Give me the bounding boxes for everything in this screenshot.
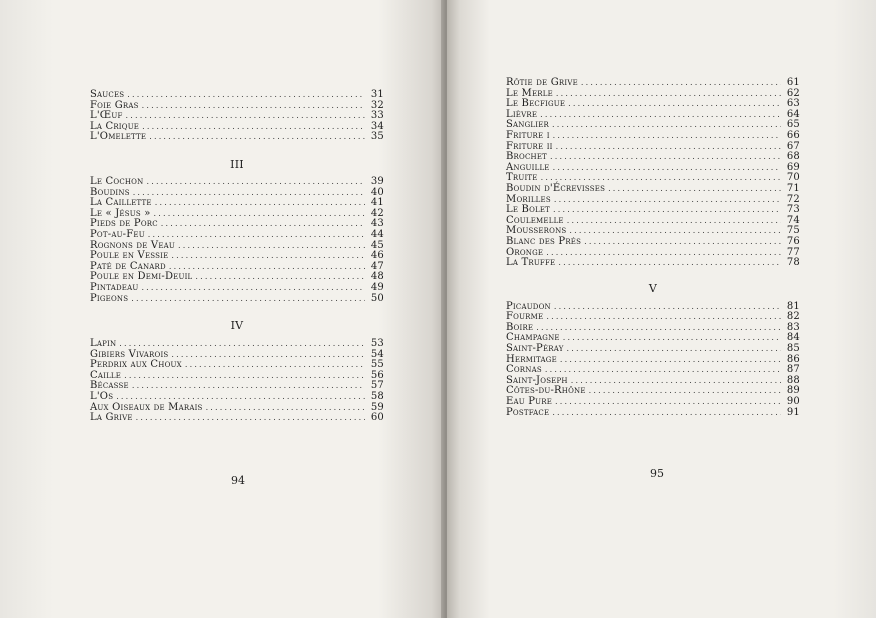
dot-leader (556, 89, 781, 100)
toc-entry-title: Le Cochon (90, 175, 144, 187)
toc-entry-page-number: 83 (786, 321, 800, 333)
toc-entry-page-number: 35 (370, 131, 384, 143)
dot-leader (560, 355, 781, 366)
toc-entry-page-number: 47 (370, 260, 384, 272)
dot-leader (584, 237, 781, 248)
toc-entry-page-number: 91 (786, 406, 800, 418)
toc-entry-page-number: 65 (786, 119, 800, 131)
toc-entry (90, 230, 384, 241)
section-heading-v: V (648, 281, 658, 295)
dot-leader (142, 101, 365, 112)
toc-entry-page-number: 43 (370, 218, 384, 230)
dot-leader (142, 122, 365, 133)
toc-entry-page-number: 66 (786, 129, 800, 141)
toc-entry-title: Eau Pure (506, 396, 553, 408)
toc-entry (506, 78, 800, 89)
section-heading-iv: IV (230, 319, 244, 333)
toc-entry-title: Champagne (506, 332, 560, 344)
toc-entry-title: Anguille (506, 161, 550, 173)
toc-entry (506, 355, 800, 366)
toc-entry-page-number: 72 (786, 193, 800, 205)
toc-entry-page-number: 49 (370, 281, 384, 293)
dot-leader (536, 323, 781, 334)
toc-entry (506, 120, 800, 131)
toc-entry (90, 403, 384, 414)
toc-entry-title: Lièvre (506, 108, 538, 120)
toc-entry-title: Friture ii (506, 140, 553, 152)
toc-entry-title: Le Becfigue (506, 98, 566, 110)
dot-leader (589, 386, 781, 397)
toc-entry-title: Le Merle (506, 87, 553, 99)
dot-leader (545, 365, 781, 376)
dot-leader (185, 360, 365, 371)
toc-entry-title: Saint-Péray (506, 343, 564, 355)
page-number-right: 95 (650, 467, 664, 480)
dot-leader (553, 163, 781, 174)
dot-leader (133, 188, 365, 199)
toc-entry-page-number: 42 (370, 207, 384, 219)
toc-entry-page-number: 32 (370, 99, 384, 111)
right-section-v (506, 302, 800, 419)
toc-entry-page-number: 34 (370, 120, 384, 132)
toc-entry (90, 283, 384, 294)
toc-entry (506, 163, 800, 174)
toc-entry-page-number: 61 (786, 77, 800, 88)
toc-entry-page-number: 33 (370, 110, 384, 122)
toc-entry-title: Pigeons (90, 292, 129, 304)
toc-entry (506, 408, 800, 419)
dot-leader (206, 403, 365, 414)
toc-entry (90, 177, 384, 188)
toc-entry-page-number: 68 (786, 151, 800, 163)
dot-leader (171, 350, 365, 361)
dot-leader (554, 195, 781, 206)
toc-entry-title: Friture i (506, 129, 550, 141)
toc-entry-title: Oronge (506, 246, 544, 258)
toc-entry-page-number: 44 (370, 228, 384, 240)
section-heading-iii: III (230, 157, 244, 171)
left-section-iv (90, 339, 384, 424)
dot-leader (146, 177, 365, 188)
dot-leader (131, 294, 365, 305)
toc-entry-title: Boire (506, 321, 534, 333)
toc-entry-page-number: 31 (370, 89, 384, 100)
toc-entry-page-number: 75 (786, 225, 800, 237)
toc-entry-title: Caille (90, 369, 122, 381)
toc-entry-page-number: 69 (786, 161, 800, 173)
toc-entry (506, 237, 800, 248)
dot-leader (148, 230, 365, 241)
toc-entry-page-number: 89 (786, 385, 800, 397)
toc-entry (506, 99, 800, 110)
right-page (447, 0, 876, 618)
toc-entry-page-number: 53 (370, 338, 384, 350)
toc-entry-page-number: 50 (370, 292, 384, 304)
toc-entry (90, 360, 384, 371)
toc-entry (90, 90, 384, 101)
dot-leader (141, 283, 365, 294)
toc-entry-page-number: 78 (786, 257, 800, 269)
toc-entry-title: La Crique (90, 120, 140, 132)
toc-entry-title: Pot-au-Feu (90, 228, 145, 240)
toc-entry (90, 132, 384, 143)
dot-leader (546, 312, 781, 323)
dot-leader (126, 111, 365, 122)
dot-leader (155, 198, 365, 209)
toc-entry-title: Truite (506, 172, 538, 184)
toc-entry (90, 381, 384, 392)
dot-leader (195, 272, 365, 283)
right-section-a (506, 78, 800, 269)
toc-entry-page-number: 88 (786, 374, 800, 386)
toc-entry-title: Foie Gras (90, 99, 139, 111)
toc-entry (506, 142, 800, 153)
toc-entry-page-number: 82 (786, 311, 800, 323)
toc-entry-title: Coulemelle (506, 214, 564, 226)
toc-entry-page-number: 56 (370, 369, 384, 381)
toc-entry-page-number: 46 (370, 250, 384, 262)
toc-entry-title: Cornas (506, 364, 542, 376)
dot-leader (569, 226, 781, 237)
toc-entry (506, 152, 800, 163)
toc-entry (506, 131, 800, 142)
toc-entry (506, 258, 800, 269)
toc-entry-page-number: 39 (370, 175, 384, 187)
toc-entry-title: Lapin (90, 338, 117, 350)
toc-entry-title: Rôtie de Grive (506, 77, 578, 88)
page-number-left: 94 (231, 474, 245, 487)
dot-leader (154, 209, 365, 220)
toc-entry-title: Le Bolet (506, 204, 551, 216)
toc-entry-page-number: 48 (370, 271, 384, 283)
dot-leader (563, 333, 781, 344)
toc-entry-title: Picaudon (506, 300, 551, 312)
toc-entry-title: La Truffe (506, 257, 556, 269)
toc-entry-title: Le « Jésus » (90, 207, 151, 219)
toc-entry-page-number: 41 (370, 197, 384, 209)
toc-entry-page-number: 84 (786, 332, 800, 344)
toc-entry (90, 413, 384, 424)
dot-leader (568, 99, 781, 110)
toc-entry-title: Saint-Joseph (506, 374, 568, 386)
toc-entry-title: Rognons de Veau (90, 239, 176, 251)
dot-leader (132, 381, 365, 392)
toc-entry-page-number: 57 (370, 380, 384, 392)
dot-leader (169, 262, 365, 273)
toc-entry (506, 312, 800, 323)
toc-entry-page-number: 59 (370, 401, 384, 413)
dot-leader (161, 219, 365, 230)
dot-leader (581, 78, 781, 89)
dot-leader (127, 90, 365, 101)
dot-leader (178, 241, 365, 252)
dot-leader (552, 120, 781, 131)
toc-entry-title: L'Œuf (90, 110, 123, 122)
toc-entry-page-number: 40 (370, 186, 384, 198)
dot-leader (571, 376, 781, 387)
dot-leader (608, 184, 781, 195)
toc-entry (90, 101, 384, 112)
toc-entry-title: Morilles (506, 193, 551, 205)
toc-entry (506, 184, 800, 195)
toc-entry-title: La Caillette (90, 197, 152, 209)
toc-entry-title: Fourme (506, 311, 544, 323)
toc-entry (506, 302, 800, 313)
dot-leader (136, 413, 365, 424)
toc-entry-page-number: 85 (786, 343, 800, 355)
toc-entry-title: Hermitage (506, 353, 557, 365)
dot-leader (553, 131, 781, 142)
toc-entry-title: Côtes-du-Rhône (506, 385, 586, 397)
toc-entry-page-number: 55 (370, 359, 384, 371)
toc-entry-page-number: 45 (370, 239, 384, 251)
toc-entry-title: La Grive (90, 412, 133, 424)
toc-entry-title: Gibiers Vivarois (90, 348, 169, 360)
toc-entry-page-number: 90 (786, 396, 800, 408)
toc-entry-title: L'Omelette (90, 131, 147, 143)
toc-entry (506, 110, 800, 121)
toc-entry-title: Aux Oiseaux de Marais (90, 401, 203, 413)
toc-entry-title: Pintadeau (90, 281, 139, 293)
toc-entry-page-number: 81 (786, 300, 800, 312)
toc-entry-page-number: 54 (370, 348, 384, 360)
toc-entry-page-number: 71 (786, 182, 800, 194)
dot-leader (556, 142, 781, 153)
toc-entry-title: Poule en Demi-Deuil (90, 271, 193, 283)
dot-leader (546, 248, 781, 259)
toc-entry-page-number: 76 (786, 235, 800, 247)
toc-entry (506, 195, 800, 206)
toc-entry-title: Perdrix aux Choux (90, 359, 182, 371)
toc-entry-page-number: 70 (786, 172, 800, 184)
toc-entry-title: Sanglier (506, 119, 550, 131)
toc-entry (90, 371, 384, 382)
dot-leader (553, 205, 781, 216)
toc-entry-page-number: 63 (786, 98, 800, 110)
toc-entry-page-number: 67 (786, 140, 800, 152)
toc-entry-page-number: 86 (786, 353, 800, 365)
toc-entry-title: Mousserons (506, 225, 567, 237)
dot-leader (567, 216, 781, 227)
toc-entry-title: Pieds de Porc (90, 218, 158, 230)
dot-leader (555, 397, 781, 408)
right-toc (506, 78, 800, 418)
toc-entry-title: Paté de Canard (90, 260, 166, 272)
toc-entry-title: Poule en Vessie (90, 250, 169, 262)
toc-entry-page-number: 73 (786, 204, 800, 216)
toc-entry-page-number: 60 (370, 412, 384, 424)
toc-entry-page-number: 77 (786, 246, 800, 258)
left-toc (90, 90, 384, 424)
toc-entry-title: Postface (506, 406, 550, 418)
toc-entry-title: Boudins (90, 186, 130, 198)
toc-entry-title: Bécasse (90, 380, 129, 392)
toc-entry-title: Blanc des Prés (506, 235, 582, 247)
toc-entry-page-number: 64 (786, 108, 800, 120)
toc-entry-page-number: 87 (786, 364, 800, 376)
left-section-a (90, 90, 384, 143)
toc-entry (90, 294, 384, 305)
toc-entry-page-number: 74 (786, 214, 800, 226)
toc-entry-title: Brochet (506, 151, 547, 163)
dot-leader (554, 302, 781, 313)
toc-entry-title: Sauces (90, 89, 125, 100)
toc-entry-page-number: 58 (370, 391, 384, 403)
dot-leader (550, 152, 781, 163)
toc-entry-title: Boudin d'Écrevisses (506, 182, 606, 194)
dot-leader (567, 344, 781, 355)
dot-leader (558, 258, 781, 269)
toc-entry (506, 397, 800, 408)
toc-entry-page-number: 62 (786, 87, 800, 99)
dot-leader (124, 371, 365, 382)
dot-leader (540, 110, 781, 121)
dot-leader (149, 132, 365, 143)
toc-entry-title: L'Os (90, 391, 114, 403)
dot-leader (552, 408, 781, 419)
dot-leader (171, 251, 365, 262)
left-section-iii (90, 177, 384, 304)
